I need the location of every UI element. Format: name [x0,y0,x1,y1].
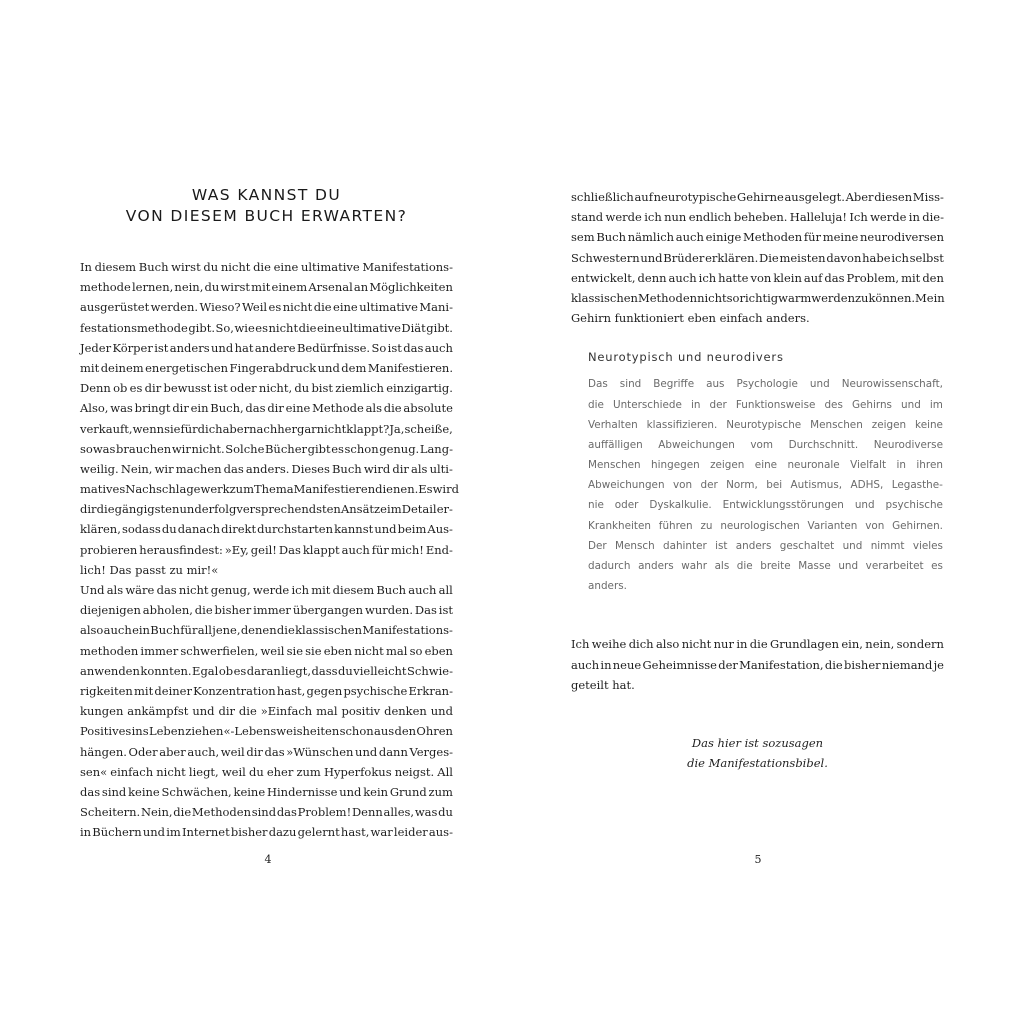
text-line: diejenigen abholen, die bisher immer übergangen wurden. Das ist [80,603,453,618]
page-number-right: 5 [754,853,762,866]
text-line: dir die gängigsten und erfolgversprechendsten Ansätze im Detail er- [80,502,453,517]
text-line: ausgerüstet werden. Wieso? Weil es nicht die eine ultimative Mani- [80,300,453,315]
text-line: in Büchern und im Internet bisher dazu gelernt hast, war leider aus- [80,825,453,840]
text-line: Das sind Begriffe aus Psychologie und Neurowissenschaft, [588,378,943,391]
text-line: Denn ob es dir bewusst ist oder nicht, du bist ziemlich einzigartig. [80,381,453,396]
info-box [571,350,944,596]
text-line: Jeder Körper ist anders und hat andere Bedürfnisse. So ist das auch [80,340,453,355]
text-line: lich! Das passt zu mir!« [80,562,219,577]
text-line: anwenden konnten. Egal ob es daran liegt, dass du vielleicht Schwie- [80,663,453,678]
text-line: Gehirn funktioniert eben einfach anders. [571,311,810,326]
text-line: die Unterschiede in der Funktionsweise des Gehirns und im [588,398,943,411]
text-line: auffälligen Abweichungen vom Durchschnitt. Neurodiverse [588,438,943,451]
text-line: methode lernen, nein, du wirst mit einem Arsenal an Möglichkeiten [80,280,453,295]
text-line: In diesem Buch wirst du nicht die eine ultimative Manifestations- [80,260,453,274]
text-line: probieren herausfindest: »Ey, geil! Das klappt auch für mich! End- [80,542,453,557]
text-line: rigkeiten mit deiner Konzentration hast, gegen psychische Erkran- [80,683,453,698]
left-body-text [80,257,459,842]
info-box-text [588,374,944,596]
text-line: entwickelt, denn auch ich hatte von klein auf das Problem, mit den [571,270,944,285]
text-line: festationsmethode gibt. So, wie es nicht die eine ultimative Diät gibt. [80,320,453,335]
text-line: Scheitern. Nein, die Methoden sind das Problem! Denn alles, was du [80,805,453,820]
text-line: mit deinem energetischen Fingerabdruck und dem Manifestieren. [80,360,453,375]
left-page [80,185,459,842]
right-body-text [571,187,944,328]
chapter-title [80,185,453,227]
quote-line: die Manifestationsbibel. [687,755,828,770]
info-box-title: Neurotypisch und neurodivers [588,350,784,365]
text-line: Und als wäre das nicht genug, werde ich mit diesem Buch auch all [80,583,453,597]
text-line: sowas brauchen wir nicht. Solche Bücher gibt es schon genug. Lang- [80,441,453,456]
chapter-title-line: WAS KANNST DU [191,186,342,204]
text-line: Abweichungen von der Norm, bei Autismus, ADHS, Legasthe- [588,479,943,492]
text-line: weilig. Nein, wir machen das anders. Dieses Buch wird dir als ulti- [80,461,453,476]
text-line: dadurch anders wahr als die breite Masse und verarbeitet es [588,560,943,572]
text-line: das sind keine Schwächen, keine Hindernisse und kein Grund zum [80,784,453,799]
text-line: also auch ein Buch für all jene, denen die klassischen Manifestations- [80,623,453,638]
text-line: auch in neue Geheimnisse der Manifestation, die bisher niemand je [571,657,944,672]
text-line: nie oder Dyskalkulie. Entwicklungsstörungen und psychische [588,499,943,512]
text-line: matives Nachschlagewerk zum Thema Manifestieren dienen. Es wird [80,482,459,497]
text-line: hängen. Oder aber auch, weil dir das »Wünschen und dann Verges- [80,744,453,759]
closing-paragraph [571,634,944,695]
text-line: Krankheiten führen zu neurologischen Varianten von Gehirnen. [588,519,943,532]
text-line: Verhalten klassifizieren. Neurotypische Menschen zeigen keine [588,418,943,431]
text-line: Schwestern und Brüder erklären. Die meisten davon habe ich selbst [571,250,944,265]
text-line: schließlich auf neurotypische Gehirne ausgelegt. Aber diesen Miss- [571,190,944,204]
text-line: anders. [588,580,627,593]
quote-line: Das hier ist sozusagen [691,735,824,750]
chapter-title-line: VON DIESEM BUCH ERWARTEN? [125,207,408,225]
text-line: verkauft, wenn sie für dich aber nachher gar nicht klappt? Ja, scheiße, [80,421,453,436]
text-line: Positives ins Leben ziehen«-Lebensweisheiten schon aus den Ohren [80,724,453,739]
page-number-left: 4 [264,853,272,866]
text-line: stand werde ich nun endlich beheben. Halleluja! Ich werde in die- [571,210,944,225]
text-line: Ich weihe dich also nicht nur in die Grundlagen ein, nein, sondern [571,637,944,652]
text-line: sen« einfach nicht liegt, weil du eher zum Hyperfokus neigst. All [80,764,453,779]
right-page [571,187,944,773]
text-line: sem Buch nämlich auch einige Methoden für meine neurodiversen [571,230,944,245]
text-line: methoden immer schwerfielen, weil sie sie eben nicht mal so eben [80,643,453,658]
text-line: Der Mensch dahinter ist anders geschaltet und nimmt vieles [588,539,943,552]
text-line: klassischen Methoden nicht so richtig warm werden zu können. Mein [571,290,945,305]
closing-quote [571,733,944,773]
text-line: geteilt hat. [571,677,635,692]
text-line: Menschen hingegen zeigen eine neuronale Vielfalt in ihren [588,459,943,472]
text-line: klären, sodass du danach direkt durchstarten kannst und beim Aus- [80,522,453,537]
text-line: kungen ankämpfst und dir die »Einfach mal positiv denken und [80,704,453,719]
text-line: Also, was bringt dir ein Buch, das dir eine Methode als die absolute [80,401,453,416]
